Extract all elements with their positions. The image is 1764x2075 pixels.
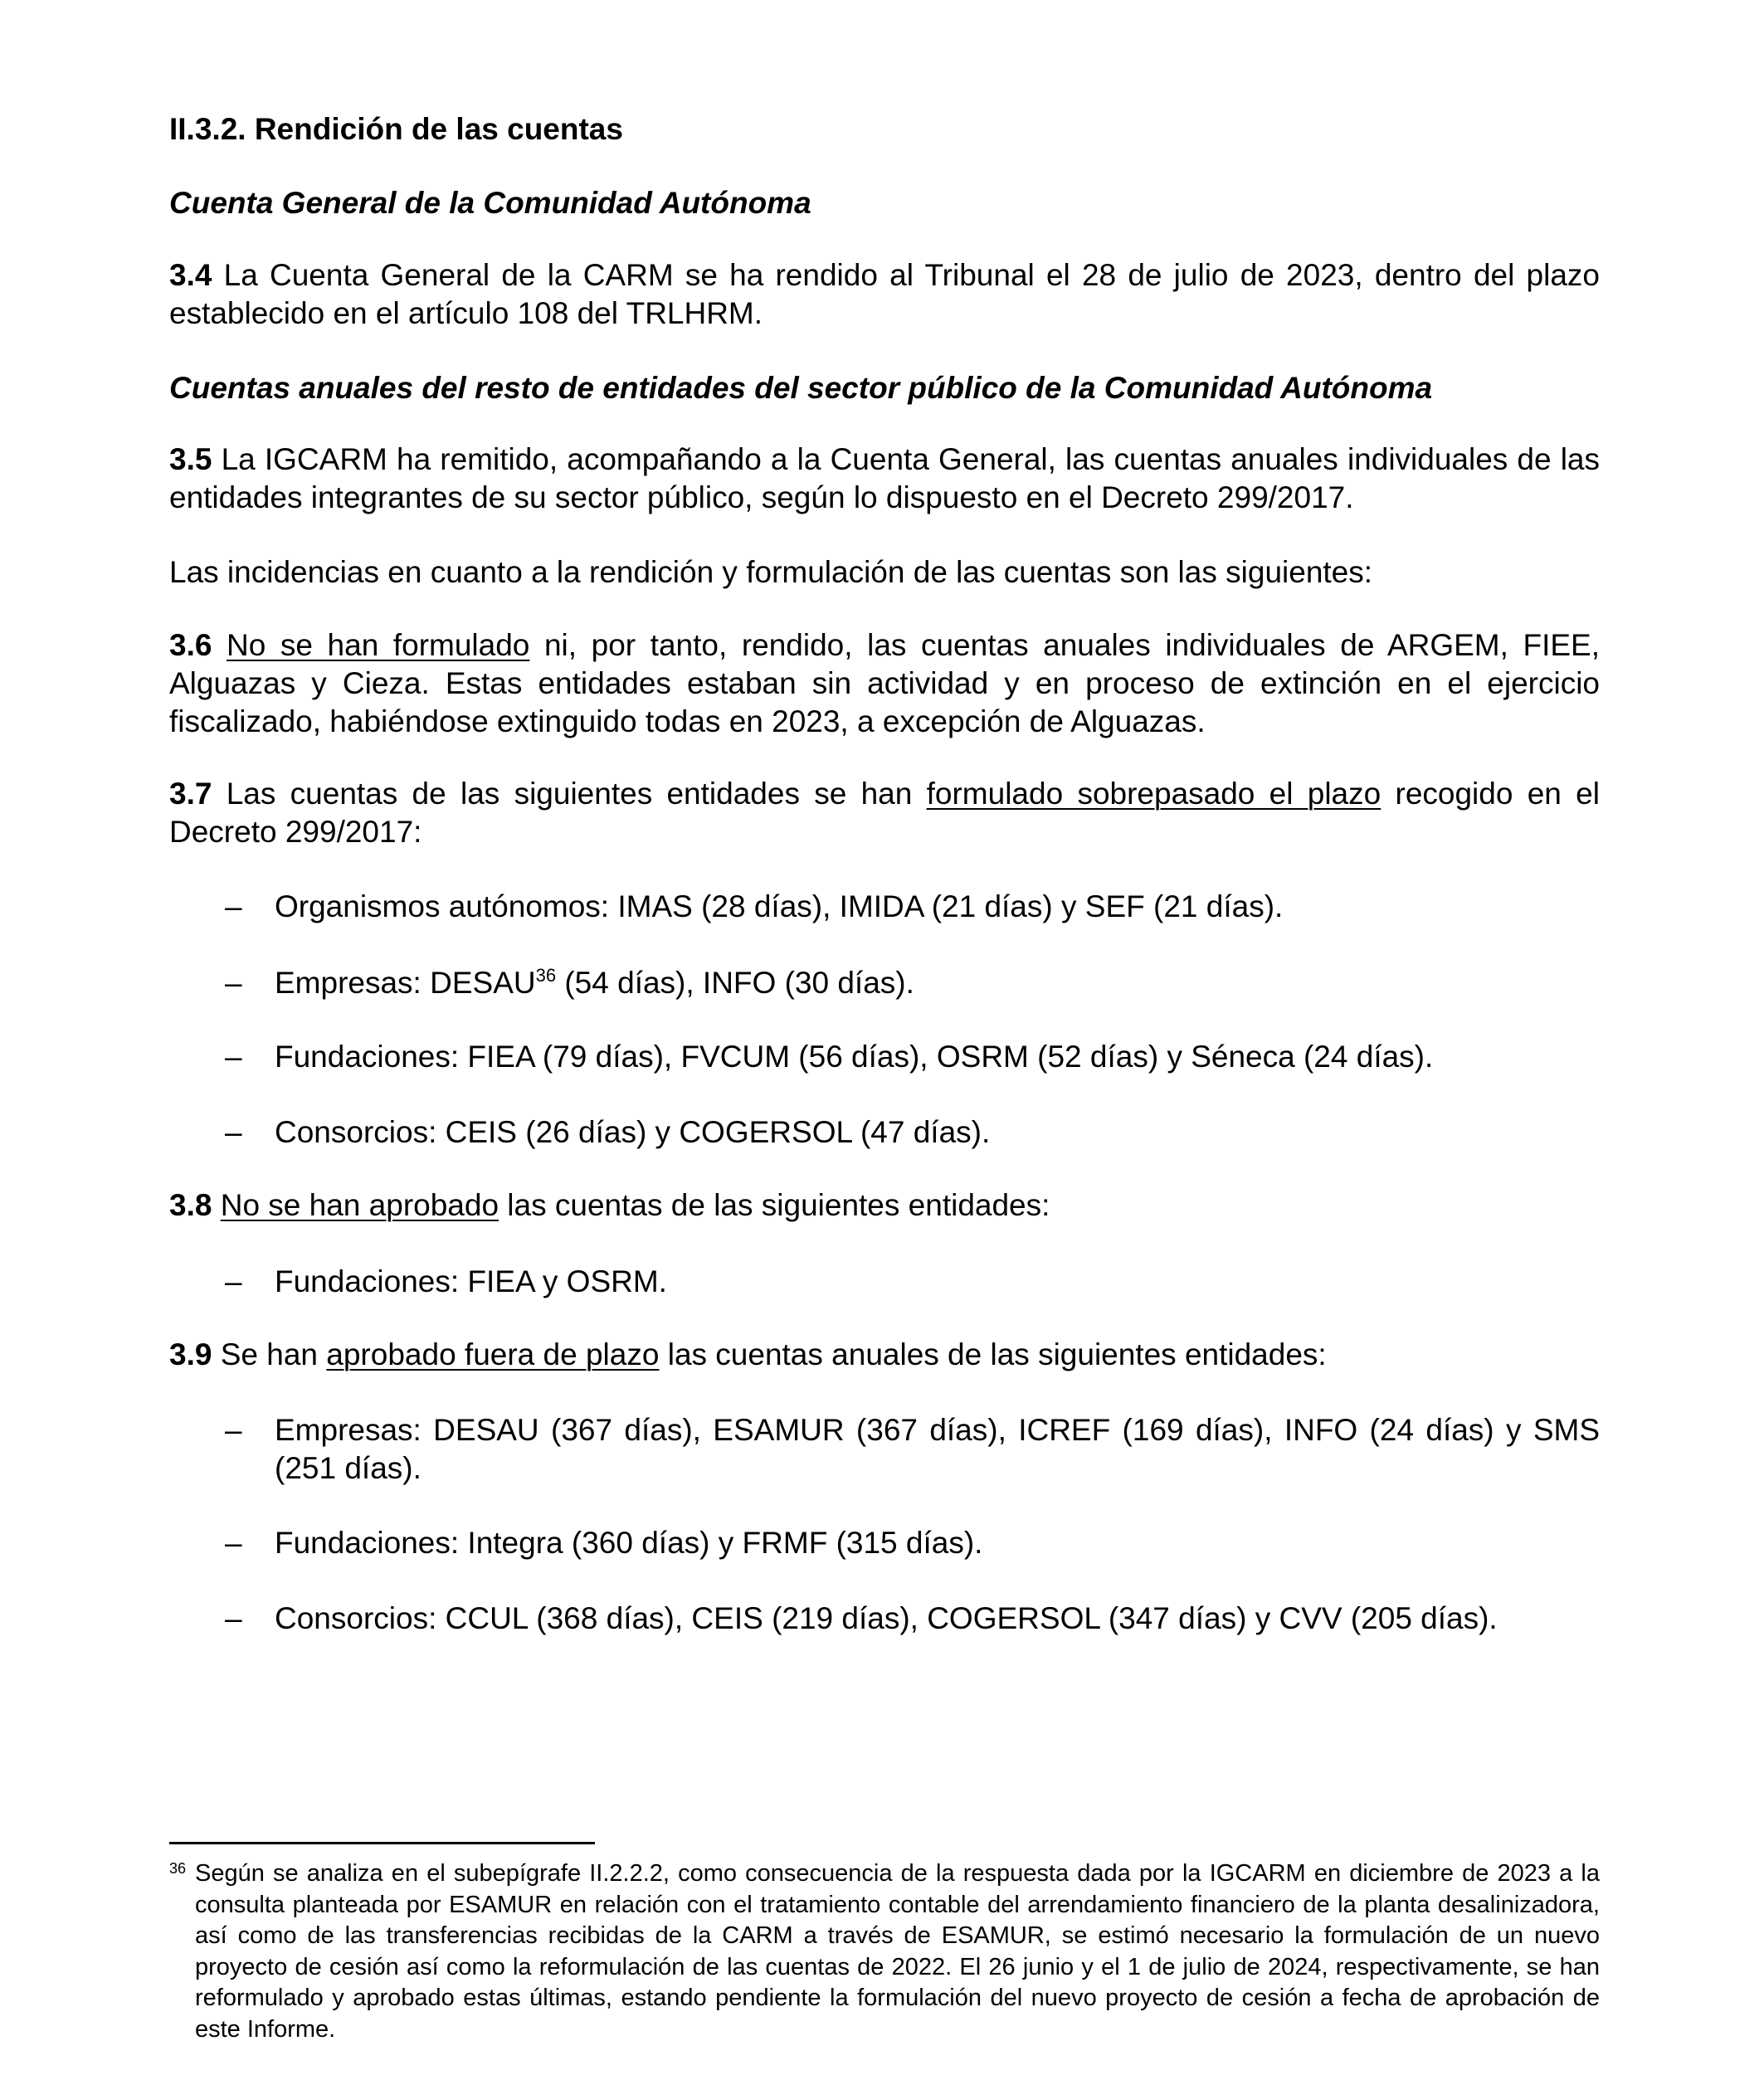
- paragraph-incidencias: Las incidencias en cuanto a la rendición y formulación de las cuentas son las siguientes:: [169, 555, 1373, 589]
- footnote-reference[interactable]: 36: [535, 965, 557, 986]
- para-text: las cuentas anuales de las siguientes entidades:: [659, 1337, 1327, 1371]
- underlined-text: No se han aprobado: [220, 1188, 499, 1222]
- para-number: 3.4: [169, 258, 212, 292]
- list-item: [225, 1524, 1600, 1562]
- footnote-separator: [169, 1842, 595, 1844]
- list-item-text: Consorcios: CEIS (26 días) y COGERSOL (47 días).: [275, 1115, 991, 1149]
- para-number: 3.5: [169, 442, 212, 476]
- para-text: La Cuenta General de la CARM se ha rendido al Tribunal el 28 de julio de 2023, dentro del plazo establecido en el artículo 108 del TRLHRM.: [169, 258, 1600, 330]
- subtitle-cuentas-anuales: Cuentas anuales del resto de entidades del sector público de la Comunidad Autónoma: [169, 371, 1433, 405]
- para-text: ni, por tanto, rendido, las cuentas anuales individuales de ARGEM, FIEE, Alguazas y Cieza. Estas entidades estaban sin actividad y en proceso de extinción en el ejercicio fiscalizado, habiéndose extinguido todas en 2023, a excepción de Alguazas.: [169, 628, 1600, 738]
- dash-bullet: –: [225, 966, 242, 1000]
- dash-bullet: –: [225, 889, 242, 923]
- paragraph-3-7: [169, 775, 1600, 851]
- underlined-text: aprobado fuera de plazo: [326, 1337, 660, 1371]
- list-item-text: Consorcios: CCUL (368 días), CEIS (219 días), COGERSOL (347 días) y CVV (205 días).: [275, 1601, 1498, 1635]
- subtitle-cuenta-general: Cuenta General de la Comunidad Autónoma: [169, 186, 811, 220]
- dash-bullet: –: [225, 1115, 242, 1149]
- list-item-text: Empresas: DESAU: [275, 966, 536, 1000]
- list-item-text: Fundaciones: FIEA (79 días), FVCUM (56 días), OSRM (52 días) y Séneca (24 días).: [275, 1040, 1434, 1074]
- list-item-text: Organismos autónomos: IMAS (28 días), IMIDA (21 días) y SEF (21 días).: [275, 889, 1284, 923]
- list-item-text: (54 días), INFO (30 días).: [556, 966, 914, 1000]
- dash-bullet: –: [225, 1413, 242, 1447]
- dash-bullet: –: [225, 1526, 242, 1560]
- list-item: [225, 1038, 1600, 1076]
- section-title: II.3.2. Rendición de las cuentas: [169, 112, 623, 146]
- list-item: [225, 888, 1600, 926]
- footnote-number: 36: [169, 1860, 187, 1877]
- footnote-text: Según se analiza en el subepígrafe II.2.2.2, como consecuencia de la respuesta dada por la IGCARM en diciembre de 2023 a la consulta planteada por ESAMUR en relación con el tratamiento contable del arrendamiento financiero de la planta desalinizadora, así como de las transferencias recibidas de la CARM a través de ESAMUR, se estimó necesario la formulación de un nuevo proyecto de cesión así como la reformulación de las cuentas de 2022. El 26 junio y el 1 de julio de 2024, respectivamente, se han reformulado y aprobado estas últimas, estando pendiente la formulación del nuevo proyecto de cesión a fecha de aprobación de este Informe.: [195, 1860, 1600, 2043]
- para-number: 3.9: [169, 1337, 212, 1371]
- list-item-text: Fundaciones: FIEA y OSRM.: [275, 1264, 667, 1298]
- list-item: [225, 964, 1600, 1002]
- footnote: [169, 1858, 1600, 2045]
- paragraph-3-4: [169, 256, 1600, 333]
- paragraph-3-6: [169, 626, 1600, 741]
- list-item: [225, 1263, 1600, 1301]
- list-item: [225, 1113, 1600, 1152]
- para-text: La IGCARM ha remitido, acompañando a la Cuenta General, las cuentas anuales individuales de las entidades integrantes de su sector público, según lo dispuesto en el Decreto 299/2017.: [169, 442, 1600, 514]
- underlined-text: No se han formulado: [227, 628, 530, 662]
- list-item: [225, 1411, 1600, 1488]
- dash-bullet: –: [225, 1040, 242, 1074]
- dash-bullet: –: [225, 1264, 242, 1298]
- underlined-text: formulado sobrepasado el plazo: [926, 777, 1381, 811]
- para-number: 3.8: [169, 1188, 212, 1222]
- list-item-text: Fundaciones: Integra (360 días) y FRMF (315 días).: [275, 1526, 983, 1560]
- para-text: Se han: [212, 1337, 327, 1371]
- list-item: [225, 1600, 1600, 1638]
- para-text: las cuentas de las siguientes entidades:: [499, 1188, 1050, 1222]
- list-item-text: Empresas: DESAU (367 días), ESAMUR (367 días), ICREF (169 días), INFO (24 días) y SMS (251 días).: [275, 1413, 1600, 1485]
- paragraph-3-5: [169, 441, 1600, 517]
- para-text: Las cuentas de las siguientes entidades se han: [212, 777, 927, 811]
- para-number: 3.6: [169, 628, 212, 662]
- para-text: recogido en el Decreto 299/2017:: [169, 777, 1600, 849]
- para-number: 3.7: [169, 777, 212, 811]
- paragraph-3-9: [169, 1336, 1600, 1374]
- dash-bullet: –: [225, 1601, 242, 1635]
- paragraph-3-8: [169, 1186, 1600, 1225]
